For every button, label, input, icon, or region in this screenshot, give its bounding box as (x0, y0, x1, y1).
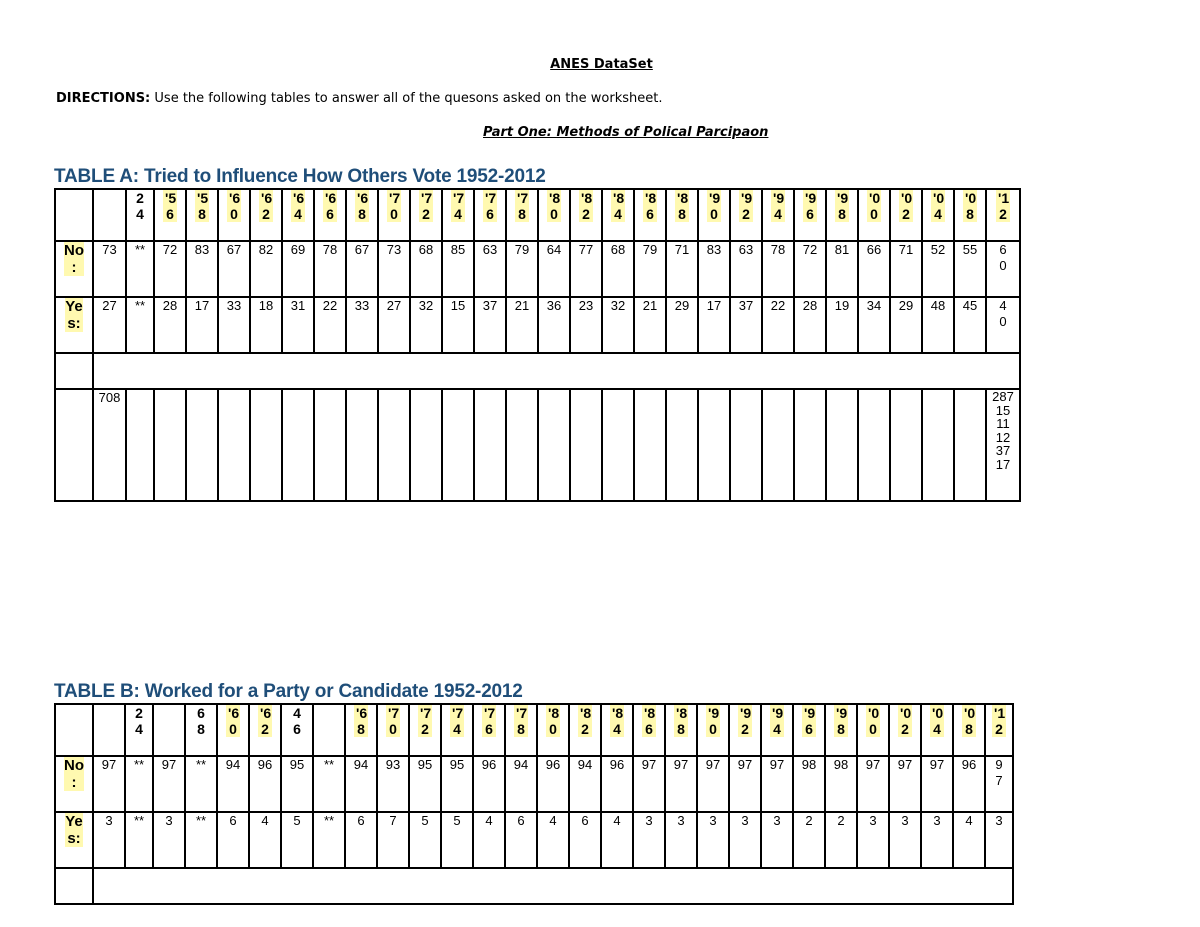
value-cell: 45 (954, 297, 986, 353)
row-label: Ye s: (65, 298, 83, 332)
year-header-cell (506, 189, 538, 241)
directions-text: Use the following tables to answer all of the quesons asked on the worksheet. (154, 91, 663, 106)
year-label: '7 0 (389, 190, 401, 222)
year-header-cell (537, 704, 569, 756)
year-header-cell (378, 189, 410, 241)
value-cell: 22 (762, 297, 794, 353)
year-header-cell (153, 704, 185, 756)
value-cell: 72 (154, 241, 186, 297)
year-header-cell (921, 704, 953, 756)
value-cell: 27 (378, 297, 410, 353)
value-cell: 64 (538, 241, 570, 297)
year-header-cell (986, 189, 1020, 241)
year-header-cell (953, 704, 985, 756)
year-header-cell (281, 704, 313, 756)
year-label: '9 4 (773, 190, 785, 222)
year-label: '8 6 (645, 190, 657, 222)
year-header-cell (922, 189, 954, 241)
note-cell (346, 389, 378, 501)
value-cell: 4 (953, 812, 985, 868)
value-cell: 32 (602, 297, 634, 353)
year-header-cell (857, 704, 889, 756)
year-header-cell (409, 704, 441, 756)
year-label: '7 2 (421, 190, 433, 222)
value-cell: 3 (697, 812, 729, 868)
note-cell (474, 389, 506, 501)
value-cell: 27 (93, 297, 126, 353)
value-cell: 96 (953, 756, 985, 812)
value-cell: 83 (186, 241, 218, 297)
year-label: '7 4 (453, 190, 465, 222)
value-cell: 93 (377, 756, 409, 812)
value-cell: 71 (890, 241, 922, 297)
note-cell (538, 389, 570, 501)
value-cell: 77 (570, 241, 602, 297)
value-cell: ** (126, 241, 154, 297)
year-header-cell (474, 189, 506, 241)
note-cell (730, 389, 762, 501)
value-cell: 73 (378, 241, 410, 297)
value-cell: 95 (409, 756, 441, 812)
year-header-cell (761, 704, 793, 756)
value-cell: 52 (922, 241, 954, 297)
year-label: '8 8 (677, 190, 689, 222)
year-label: '6 4 (293, 190, 305, 222)
table-row (55, 812, 1013, 868)
year-label: '6 0 (228, 705, 240, 737)
value-cell: 34 (858, 297, 890, 353)
value-cell: 22 (314, 297, 346, 353)
value-cell: 81 (826, 241, 858, 297)
year-header-cell (698, 189, 730, 241)
value-cell: 94 (345, 756, 377, 812)
table-row (55, 241, 1020, 297)
value-cell: ** (185, 756, 217, 812)
note-cell (126, 389, 154, 501)
value-cell: 7 (377, 812, 409, 868)
year-header-cell (442, 189, 474, 241)
value-cell: 3 (153, 812, 185, 868)
year-label: '0 8 (964, 705, 976, 737)
value-cell: 97 (665, 756, 697, 812)
table-row (55, 756, 1013, 812)
header-row (55, 189, 1020, 241)
blank-row (55, 868, 1013, 904)
note-cell (186, 389, 218, 501)
value-cell: 72 (794, 241, 826, 297)
value-cell: 3 (889, 812, 921, 868)
blank-span-cell (93, 868, 1013, 904)
year-header-cell (666, 189, 698, 241)
year-header-cell (505, 704, 537, 756)
year-header-cell (601, 704, 633, 756)
year-header-cell (345, 704, 377, 756)
year-header-cell (858, 189, 890, 241)
note-cell (378, 389, 410, 501)
year-label: '9 0 (708, 705, 720, 737)
note-cell (698, 389, 730, 501)
year-header-cell (569, 704, 601, 756)
table-a-caption: TABLE A: Tried to Influence How Others Vote 1952-2012 (54, 166, 546, 187)
value-cell: 5 (409, 812, 441, 868)
value-cell: 97 (857, 756, 889, 812)
value-cell: 48 (922, 297, 954, 353)
year-header-cell (217, 704, 249, 756)
year-label: '7 6 (484, 705, 496, 737)
year-header-cell (954, 189, 986, 241)
value-cell: 68 (410, 241, 442, 297)
year-header-cell (665, 704, 697, 756)
year-header-cell (314, 189, 346, 241)
value-cell: 33 (218, 297, 250, 353)
year-header-cell (185, 704, 217, 756)
note-cell (858, 389, 890, 501)
value-cell: 32 (410, 297, 442, 353)
value-cell: 17 (186, 297, 218, 353)
year-header-cell (473, 704, 505, 756)
value-cell: 3 (857, 812, 889, 868)
year-label: '0 4 (933, 190, 945, 222)
year-header-cell (249, 704, 281, 756)
year-header-cell (633, 704, 665, 756)
year-header-cell (602, 189, 634, 241)
value-cell: 96 (537, 756, 569, 812)
value-cell: 3 (761, 812, 793, 868)
value-cell: 79 (634, 241, 666, 297)
value-cell: 82 (250, 241, 282, 297)
year-header-cell (697, 704, 729, 756)
row-label: No : (64, 242, 84, 276)
value-cell: 94 (505, 756, 537, 812)
notes-row (55, 389, 1020, 501)
year-header-cell (346, 189, 378, 241)
value-cell: 28 (154, 297, 186, 353)
value-cell: 97 (93, 756, 125, 812)
year-label: '0 8 (965, 190, 977, 222)
year-label: '9 2 (741, 190, 753, 222)
value-cell: 3 (93, 812, 125, 868)
year-header-cell (126, 189, 154, 241)
year-header-cell (634, 189, 666, 241)
year-header-cell (377, 704, 409, 756)
value-cell: 4 (537, 812, 569, 868)
value-cell: 3 (729, 812, 761, 868)
value-cell: ** (126, 297, 154, 353)
year-label: '9 2 (740, 705, 752, 737)
note-fragment-cell: 287 15 11 12 37 17 (986, 389, 1020, 501)
year-label: '9 6 (805, 190, 817, 222)
year-label: '6 8 (357, 190, 369, 222)
value-cell: 67 (346, 241, 378, 297)
value-cell: 73 (93, 241, 126, 297)
year-label: '6 6 (325, 190, 337, 222)
year-label: '9 8 (836, 705, 848, 737)
directions (56, 91, 662, 106)
year-header-cell (762, 189, 794, 241)
note-cell (890, 389, 922, 501)
note-cell (762, 389, 794, 501)
note-cell (282, 389, 314, 501)
blank-row (55, 353, 1020, 389)
year-label: '7 8 (516, 705, 528, 737)
year-label: '7 6 (485, 190, 497, 222)
value-cell: 3 (633, 812, 665, 868)
row-label-cell (55, 241, 93, 297)
value-cell: ** (313, 812, 345, 868)
value-cell: 6 (505, 812, 537, 868)
value-cell: 78 (762, 241, 794, 297)
year-header-cell (125, 704, 153, 756)
year-label: '0 2 (900, 705, 912, 737)
value-cell: 71 (666, 241, 698, 297)
year-label: '8 2 (580, 705, 592, 737)
row-label-cell (55, 812, 93, 868)
value-cell: 69 (282, 241, 314, 297)
value-cell: 94 (217, 756, 249, 812)
value-cell: 78 (314, 241, 346, 297)
value-cell: 66 (858, 241, 890, 297)
year-label: '8 2 (581, 190, 593, 222)
year-header-cell (889, 704, 921, 756)
year-header-cell (93, 704, 125, 756)
year-label: '0 0 (868, 705, 880, 737)
value-cell: 23 (570, 297, 602, 353)
value-cell: 15 (442, 297, 474, 353)
year-header-cell (441, 704, 473, 756)
row-label-cell (55, 297, 93, 353)
year-label: '7 2 (420, 705, 432, 737)
year-header-cell (729, 704, 761, 756)
value-cell: 94 (569, 756, 601, 812)
year-header-cell (410, 189, 442, 241)
notes-label-cell (55, 389, 93, 501)
value-cell: 3 (665, 812, 697, 868)
note-cell (410, 389, 442, 501)
value-cell: 97 (729, 756, 761, 812)
value-cell: 79 (506, 241, 538, 297)
value-cell: 97 (633, 756, 665, 812)
note-cell (570, 389, 602, 501)
value-cell: 6 (345, 812, 377, 868)
value-cell: 4 0 (986, 297, 1020, 353)
value-cell: 97 (921, 756, 953, 812)
value-cell: 5 (281, 812, 313, 868)
value-cell: 17 (698, 297, 730, 353)
year-header-cell (890, 189, 922, 241)
year-header-cell (794, 189, 826, 241)
value-cell: 6 (217, 812, 249, 868)
document-title: ANES DataSet (550, 57, 653, 72)
value-cell: ** (125, 756, 153, 812)
value-cell: 63 (474, 241, 506, 297)
value-cell: 37 (474, 297, 506, 353)
value-cell: ** (313, 756, 345, 812)
note-cell (314, 389, 346, 501)
value-cell: 19 (826, 297, 858, 353)
table-row (55, 297, 1020, 353)
year-header-cell (250, 189, 282, 241)
value-cell: 5 (441, 812, 473, 868)
note-cell (666, 389, 698, 501)
year-label: '8 4 (612, 705, 624, 737)
year-header-cell (154, 189, 186, 241)
table-a (54, 188, 1021, 502)
year-label: '7 4 (452, 705, 464, 737)
table-b (54, 703, 1014, 905)
part-one-heading: Part One: Methods of Polical Parcipaon (483, 125, 769, 140)
year-header-cell (826, 189, 858, 241)
value-cell: ** (185, 812, 217, 868)
value-cell: 98 (825, 756, 857, 812)
value-cell: 85 (442, 241, 474, 297)
value-cell: ** (125, 812, 153, 868)
year-label: '8 6 (644, 705, 656, 737)
year-label: '8 4 (613, 190, 625, 222)
value-cell: 31 (282, 297, 314, 353)
year-header-cell (825, 704, 857, 756)
value-cell: 96 (249, 756, 281, 812)
note-cell (250, 389, 282, 501)
note-cell (794, 389, 826, 501)
note-cell (154, 389, 186, 501)
year-header-cell (218, 189, 250, 241)
value-cell: 9 7 (985, 756, 1013, 812)
value-cell: 33 (346, 297, 378, 353)
year-label: '8 0 (549, 190, 561, 222)
year-header-cell (570, 189, 602, 241)
year-label: '1 2 (998, 190, 1010, 222)
value-cell: 6 0 (986, 241, 1020, 297)
year-label: '0 0 (869, 190, 881, 222)
year-label: 2 4 (135, 705, 143, 737)
year-label: '9 0 (709, 190, 721, 222)
value-cell: 4 (601, 812, 633, 868)
note-cell (922, 389, 954, 501)
note-cell (442, 389, 474, 501)
value-cell: 21 (634, 297, 666, 353)
note-cell (826, 389, 858, 501)
year-header-cell (93, 189, 126, 241)
year-label: 2 4 (136, 190, 144, 222)
value-cell: 3 (921, 812, 953, 868)
blank-span-cell (93, 353, 1020, 389)
year-label: '8 0 (548, 705, 560, 737)
year-label: '0 4 (932, 705, 944, 737)
value-cell: 2 (825, 812, 857, 868)
year-header-cell (793, 704, 825, 756)
value-cell: 28 (794, 297, 826, 353)
value-cell: 55 (954, 241, 986, 297)
year-label: '8 8 (676, 705, 688, 737)
value-cell: 63 (730, 241, 762, 297)
note-cell (634, 389, 666, 501)
year-label: '7 8 (517, 190, 529, 222)
year-label: 4 6 (293, 705, 301, 737)
note-fragment-cell: 708 (93, 389, 126, 501)
year-label: '9 8 (837, 190, 849, 222)
row-label: No : (64, 757, 84, 791)
value-cell: 18 (250, 297, 282, 353)
row-label-cell (55, 756, 93, 812)
value-cell: 83 (698, 241, 730, 297)
note-cell (954, 389, 986, 501)
year-label: '5 6 (165, 190, 177, 222)
value-cell: 97 (697, 756, 729, 812)
corner-cell (55, 189, 93, 241)
year-header-cell (282, 189, 314, 241)
value-cell: 95 (441, 756, 473, 812)
value-cell: 4 (473, 812, 505, 868)
value-cell: 96 (473, 756, 505, 812)
year-label: '7 0 (388, 705, 400, 737)
year-label: '6 0 (229, 190, 241, 222)
header-row (55, 704, 1013, 756)
note-cell (602, 389, 634, 501)
year-label: '5 8 (197, 190, 209, 222)
year-header-cell (538, 189, 570, 241)
value-cell: 29 (666, 297, 698, 353)
year-label: '9 6 (804, 705, 816, 737)
value-cell: 3 (985, 812, 1013, 868)
year-label: '1 2 (994, 705, 1006, 737)
corner-cell (55, 704, 93, 756)
value-cell: 4 (249, 812, 281, 868)
value-cell: 67 (218, 241, 250, 297)
note-cell (218, 389, 250, 501)
value-cell: 96 (601, 756, 633, 812)
year-label: '6 8 (356, 705, 368, 737)
value-cell: 6 (569, 812, 601, 868)
year-label: '6 2 (261, 190, 273, 222)
value-cell: 95 (281, 756, 313, 812)
value-cell: 21 (506, 297, 538, 353)
year-header-cell (985, 704, 1013, 756)
value-cell: 97 (761, 756, 793, 812)
blank-label-cell (55, 868, 93, 904)
year-header-cell (186, 189, 218, 241)
value-cell: 97 (889, 756, 921, 812)
value-cell: 68 (602, 241, 634, 297)
value-cell: 98 (793, 756, 825, 812)
table-b-caption: TABLE B: Worked for a Party or Candidate 1952-2012 (54, 681, 523, 702)
year-label: '6 2 (260, 705, 272, 737)
value-cell: 36 (538, 297, 570, 353)
year-label: '0 2 (901, 190, 913, 222)
year-label: 6 8 (197, 705, 205, 737)
year-label: '9 4 (772, 705, 784, 737)
value-cell: 37 (730, 297, 762, 353)
directions-label: DIRECTIONS: (56, 91, 151, 106)
value-cell: 29 (890, 297, 922, 353)
value-cell: 97 (153, 756, 185, 812)
value-cell: 2 (793, 812, 825, 868)
blank-label-cell (55, 353, 93, 389)
year-header-cell (730, 189, 762, 241)
year-header-cell (313, 704, 345, 756)
note-cell (506, 389, 538, 501)
row-label: Ye s: (65, 813, 83, 847)
